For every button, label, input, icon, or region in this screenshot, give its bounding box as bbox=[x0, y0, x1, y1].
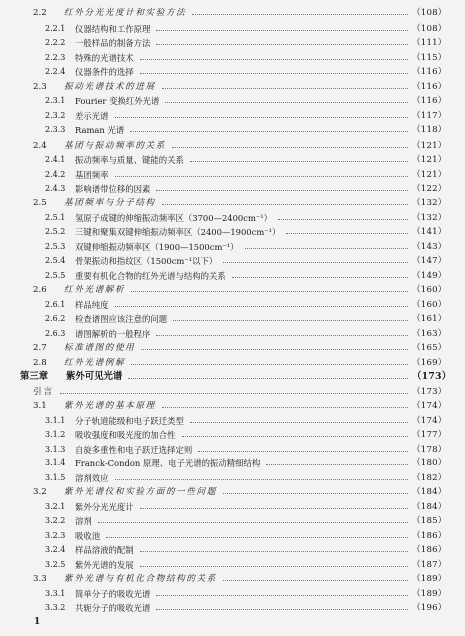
toc-entry-number: 2.3 bbox=[33, 82, 47, 92]
toc-entry-page: （163） bbox=[412, 329, 447, 339]
dot-leader bbox=[115, 306, 409, 307]
toc-entry-number: 2.2.2 bbox=[45, 38, 66, 47]
toc-entry-page: （116） bbox=[412, 82, 447, 92]
toc-entry-page: （111） bbox=[412, 38, 447, 48]
dot-leader bbox=[173, 320, 408, 321]
toc-entry-number: 3.2 bbox=[33, 487, 47, 497]
toc-entry-number: 2.4 bbox=[33, 141, 47, 151]
dot-leader bbox=[223, 493, 408, 494]
toc-entry-number: 第三章 bbox=[20, 371, 49, 382]
toc-entry-page: （121） bbox=[412, 170, 447, 180]
toc-entry-page: （177） bbox=[412, 430, 447, 440]
dot-leader bbox=[115, 176, 409, 177]
toc-entry-number: 2.3.1 bbox=[45, 96, 66, 105]
toc-entry-number: 2.5 bbox=[33, 198, 47, 208]
toc-entry-number: 2.6.1 bbox=[45, 300, 66, 309]
toc-entry bbox=[0, 513, 465, 529]
toc-entry-title: 仪器结构和工作原理 bbox=[75, 24, 151, 34]
toc-entry-page: （143） bbox=[412, 242, 447, 252]
toc-entry-page: （184） bbox=[412, 502, 447, 512]
toc-entry-page: （196） bbox=[412, 603, 447, 613]
toc-entry-page: （187） bbox=[412, 560, 447, 570]
toc-entry-number: 3.3.2 bbox=[45, 603, 66, 612]
dot-leader bbox=[223, 580, 408, 581]
toc-entry-number: 3.2.5 bbox=[45, 560, 66, 569]
toc-entry-title: 紫外光谱的基本原理 bbox=[64, 401, 156, 411]
dot-leader bbox=[162, 88, 408, 89]
toc-entry-title: 振动光谱技术的进展 bbox=[64, 82, 156, 92]
toc-entry-title: 吸收池 bbox=[75, 531, 101, 541]
dot-leader bbox=[128, 378, 408, 379]
toc-entry-title: 检查谱图应该注意的问题 bbox=[75, 314, 168, 324]
toc-entry-title: 溶剂 bbox=[75, 516, 92, 526]
toc-entry-title: 振动频率与质量、键能的关系 bbox=[75, 155, 184, 165]
toc-entry-number: 2.5.2 bbox=[45, 227, 66, 236]
toc-entry-page: （180） bbox=[412, 458, 447, 468]
toc-entry-number: 3.2.2 bbox=[45, 516, 66, 525]
toc-entry bbox=[0, 282, 465, 298]
toc-entry-page: （160） bbox=[412, 300, 447, 310]
toc-entry-page: （186） bbox=[412, 545, 447, 555]
toc-entry-number: 2.6 bbox=[33, 285, 47, 295]
toc-entry-number: 3.1.3 bbox=[45, 445, 66, 454]
toc-entry-page: （141） bbox=[412, 227, 447, 237]
toc-entry-number: 2.5.3 bbox=[45, 242, 66, 251]
dot-leader bbox=[115, 479, 409, 480]
toc-entry-title: 双键伸缩振动频率区（1900—1500cm⁻¹） bbox=[75, 242, 239, 252]
toc-entry-page: （161） bbox=[412, 314, 447, 324]
dot-leader bbox=[182, 436, 409, 437]
toc-entry-number: 2.4.1 bbox=[45, 155, 66, 164]
dot-leader bbox=[60, 393, 408, 394]
dot-leader bbox=[156, 44, 408, 45]
toc-entry-page: （178） bbox=[412, 445, 447, 455]
toc-entry-title: 红外分光光度计和实验方法 bbox=[64, 8, 187, 18]
toc-entry-page: （169） bbox=[412, 358, 447, 368]
toc-entry-page: （189） bbox=[412, 589, 447, 599]
toc-entry-number: 3.1.1 bbox=[45, 416, 66, 425]
toc-entry-page: （122） bbox=[412, 184, 447, 194]
toc-entry-title: 红外光谱例解 bbox=[64, 358, 126, 368]
dot-leader bbox=[131, 364, 408, 365]
toc-entry-number: 2.8 bbox=[33, 358, 47, 368]
dot-leader bbox=[156, 595, 408, 596]
toc-entry-title: 紫外光谱仪和实验方面的一些问题 bbox=[64, 487, 217, 497]
toc-entry bbox=[0, 427, 465, 443]
toc-entry-number: 3.1.2 bbox=[45, 430, 66, 439]
toc-entry-number: 2.4.2 bbox=[45, 170, 66, 179]
toc-entry-title: 一般样品的制备方法 bbox=[75, 38, 151, 48]
toc-entry-title: 自旋多重性和电子跃迁选择定则 bbox=[75, 445, 193, 455]
toc-entry-title: 影响谱带位移的因素 bbox=[75, 184, 151, 194]
toc-entry-page: （115） bbox=[412, 53, 447, 63]
toc-entry bbox=[0, 340, 465, 356]
dot-leader bbox=[140, 59, 408, 60]
toc-entry-title: 特殊的光谱技术 bbox=[75, 53, 134, 63]
toc-entry-number: 3.2.4 bbox=[45, 545, 66, 554]
toc-entry bbox=[0, 224, 465, 240]
toc-entry-number: 2.5.1 bbox=[45, 213, 66, 222]
toc-entry-number: 3.1.5 bbox=[45, 473, 66, 482]
toc-entry-title: 骨架振动和指纹区（1500cm⁻¹以下） bbox=[75, 256, 218, 266]
dot-leader bbox=[140, 566, 408, 567]
dot-leader bbox=[266, 464, 408, 465]
dot-leader bbox=[245, 248, 408, 249]
toc-entry bbox=[0, 455, 465, 471]
dot-leader bbox=[141, 349, 408, 350]
toc-entry-title: 吸收强度和吸光度的加合性 bbox=[75, 430, 176, 440]
toc-entry-title: 基团与振动频率的关系 bbox=[64, 141, 166, 151]
toc-entry-number: 2.3.3 bbox=[45, 125, 66, 134]
toc-entry-page: （149） bbox=[412, 271, 447, 281]
toc-entry-page: （160） bbox=[412, 285, 447, 295]
toc-entry bbox=[0, 64, 465, 80]
dot-leader bbox=[106, 537, 408, 538]
toc-entry-number: 2.6.3 bbox=[45, 329, 66, 338]
toc-entry-page: （132） bbox=[412, 198, 447, 208]
toc-entry-title: 紫外分光光度计 bbox=[75, 502, 134, 512]
toc-entry-page: （117） bbox=[412, 111, 447, 121]
toc-entry-title: 三键和聚集双键伸缩振动频率区（2400—1900cm⁻¹） bbox=[75, 227, 281, 237]
dot-leader bbox=[156, 190, 408, 191]
toc-entry bbox=[0, 484, 465, 500]
toc-entry-number: 3.1 bbox=[33, 401, 47, 411]
toc-entry-number: 3.2.3 bbox=[45, 531, 66, 540]
toc-entry-page: （165） bbox=[412, 343, 447, 353]
toc-entry bbox=[0, 600, 465, 616]
toc-entry-title: 谱图解析的一般程序 bbox=[75, 329, 151, 339]
dot-leader bbox=[115, 117, 409, 118]
toc-entry-number: 3.3.1 bbox=[45, 589, 66, 598]
toc-entry-title: 分子轨道能级和电子跃迁类型 bbox=[75, 416, 184, 426]
toc-entry-number: 2.7 bbox=[33, 343, 47, 353]
toc-entry bbox=[0, 398, 465, 414]
toc-entry bbox=[0, 253, 465, 269]
dot-leader bbox=[130, 131, 408, 132]
dot-leader bbox=[190, 422, 408, 423]
toc-entry-number: 2.5.4 bbox=[45, 256, 66, 265]
dot-leader bbox=[172, 147, 408, 148]
toc-entry-page: （184） bbox=[412, 487, 447, 497]
dot-leader bbox=[131, 291, 408, 292]
toc-entry-page: （121） bbox=[412, 141, 447, 151]
toc-entry bbox=[0, 152, 465, 168]
toc-entry-page: （189） bbox=[412, 574, 447, 584]
toc-entry bbox=[0, 542, 465, 558]
toc-entry-title: Raman 光谱 bbox=[75, 125, 125, 135]
toc-entry-title: 引言 bbox=[33, 387, 55, 397]
toc-entry-page: （182） bbox=[412, 473, 447, 483]
dot-leader bbox=[192, 14, 408, 15]
toc-entry-title: 红外光谱解析 bbox=[64, 285, 126, 295]
toc-entry-number: 3.2.1 bbox=[45, 502, 66, 511]
toc-entry-page: （118） bbox=[412, 125, 447, 135]
toc-entry-page: （147） bbox=[412, 256, 447, 266]
toc-entry-page: （185） bbox=[412, 516, 447, 526]
toc-entry-page: （173） bbox=[412, 387, 447, 397]
toc-entry-page: （108） bbox=[412, 8, 447, 18]
toc-entry-title: 基团频率 bbox=[75, 170, 109, 180]
dot-leader bbox=[278, 219, 408, 220]
toc-entry-number: 2.2.4 bbox=[45, 67, 66, 76]
dot-leader bbox=[162, 204, 408, 205]
dot-leader bbox=[140, 73, 408, 74]
toc-entry-title: Fourier 变换红外光谱 bbox=[75, 96, 160, 106]
toc-entry-page: （174） bbox=[412, 401, 447, 411]
page-number: 1 bbox=[34, 617, 41, 627]
toc-entry-title: 差示光谱 bbox=[75, 111, 109, 121]
dot-leader bbox=[156, 30, 408, 31]
toc-entry bbox=[0, 35, 465, 51]
toc-entry-page: （174） bbox=[412, 416, 447, 426]
toc-entry-number: 2.5.5 bbox=[45, 271, 66, 280]
toc-entry-number: 3.3 bbox=[33, 574, 47, 584]
dot-leader bbox=[190, 161, 408, 162]
toc-entry-title: 重要有机化合物的红外光谱与结构的关系 bbox=[75, 271, 226, 281]
toc-entry-page: （132） bbox=[412, 213, 447, 223]
dot-leader bbox=[165, 102, 408, 103]
toc-entry-number: 2.4.3 bbox=[45, 184, 66, 193]
toc-entry-title: 紫外光谱的发展 bbox=[75, 560, 134, 570]
toc-entry bbox=[0, 311, 465, 327]
dot-leader bbox=[156, 609, 408, 610]
toc-entry-title: 基团频率与分子结构 bbox=[64, 198, 156, 208]
toc-entry bbox=[0, 195, 465, 211]
toc-entry-title: 共轭分子的吸收光谱 bbox=[75, 603, 151, 613]
toc-entry-title: 紫外可见光谱 bbox=[66, 371, 123, 382]
toc-entry-page: （108） bbox=[412, 24, 447, 34]
toc-entry-number: 2.6.2 bbox=[45, 314, 66, 323]
toc-entry-number: 2.3.2 bbox=[45, 111, 66, 120]
toc-entry-title: 简单分子的吸收光谱 bbox=[75, 589, 151, 599]
dot-leader bbox=[162, 407, 408, 408]
dot-leader bbox=[286, 233, 408, 234]
toc-entry-page: （121） bbox=[412, 155, 447, 165]
dot-leader bbox=[98, 522, 408, 523]
toc-entry bbox=[0, 93, 465, 109]
toc-entry-title: 样品纯度 bbox=[75, 300, 109, 310]
toc-entry bbox=[0, 122, 465, 138]
toc-entry bbox=[0, 369, 465, 385]
dot-leader bbox=[232, 277, 408, 278]
dot-leader bbox=[223, 262, 408, 263]
toc-entry-title: 仪器条件的选择 bbox=[75, 67, 134, 77]
toc-entry-page: （186） bbox=[412, 531, 447, 541]
toc-entry-page: （116） bbox=[412, 96, 447, 106]
toc-entry-title: 标准谱图的使用 bbox=[64, 343, 136, 353]
toc-entry-page: （173） bbox=[412, 371, 452, 382]
toc-entry-title: 样品溶液的配制 bbox=[75, 545, 134, 555]
toc-entry-number: 2.2.1 bbox=[45, 24, 66, 33]
toc-entry-title: Franck-Condon 原理、电子光谱的振动精细结构 bbox=[75, 458, 261, 468]
toc-entry-title: 氢原子成键的伸缩振动频率区（3700—2400cm⁻¹） bbox=[75, 213, 273, 223]
toc-entry-number: 2.2.3 bbox=[45, 53, 66, 62]
toc-entry-page: （116） bbox=[412, 67, 447, 77]
dot-leader bbox=[140, 508, 408, 509]
toc-entry-number: 3.1.4 bbox=[45, 458, 66, 467]
toc-entry-title: 溶剂效应 bbox=[75, 473, 109, 483]
dot-leader bbox=[198, 451, 408, 452]
toc-entry-number: 2.2 bbox=[33, 8, 47, 18]
toc-entry bbox=[0, 571, 465, 587]
toc-entry-title: 紫外光谱与有机化合物结构的关系 bbox=[64, 574, 217, 584]
dot-leader bbox=[156, 335, 408, 336]
toc-entry bbox=[0, 5, 465, 21]
dot-leader bbox=[140, 551, 408, 552]
